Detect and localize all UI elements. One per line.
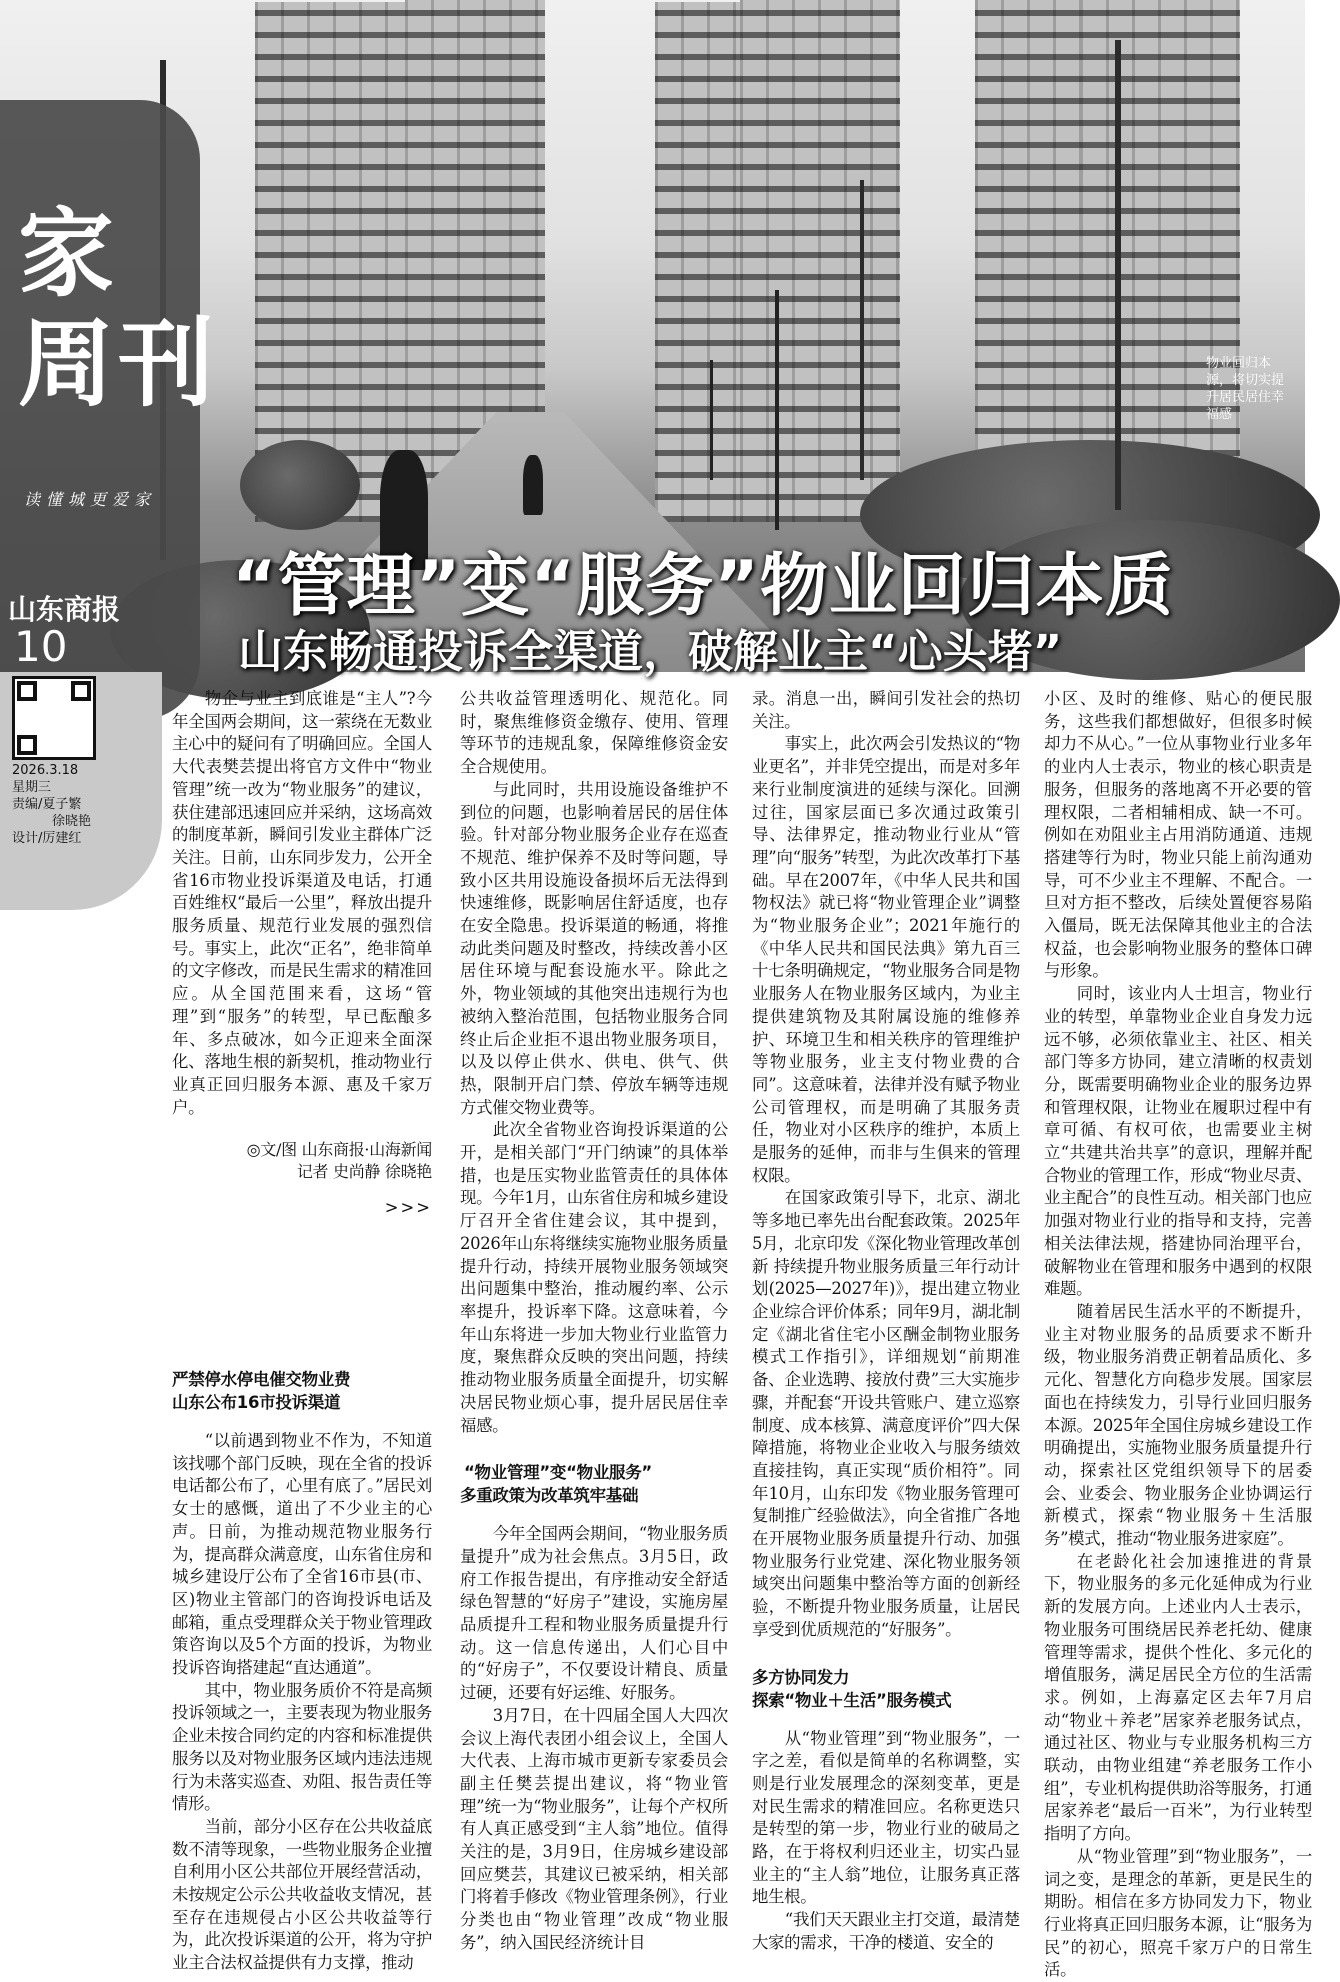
paragraph: 3月7日，在十四届全国人大四次会议上海代表团小组会议上，全国人大代表、上海市城市更新专家委员会副主任樊芸提出建议，将“物业管理”统一为“物业服务”，让每个产权所有人真正感受到“主人翁”地位。值得关注的是，3月9日，住房城乡建设部回应樊芸，其建议已被采纳，相关部门将着手修改《物业管理条例》，行业分类也由“物业管理”改成“物业服务”，纳入国民经济统计目 xyxy=(460,1705,728,1952)
building xyxy=(740,0,900,522)
paragraph: 其中，物业服务质价不符是高频投诉领域之一，主要表现为物业服务企业未按合同约定的内容和标准提供服务以及对物业服务区域内违法违规行为未落实巡查、劝阻、报告责任等情形。 xyxy=(172,1680,432,1814)
shrub xyxy=(240,440,360,530)
column-4 xyxy=(1044,688,1312,1982)
paragraph: “以前遇到物业不作为，不知道该找哪个部门反映，现在全省的投诉电话都公布了，心里有底了。”居民刘女士的感慨，道出了不少业主的心声。日前，为推动规范物业服务行为，提高群众满意度，山东省住房和城乡建设厅公布了全省16市县(市、区)物业主管部门的咨询投诉电话及邮箱，重点受理群众关于物业管理政策咨询以及5个方面的投诉，为物业投诉咨询搭建起“直达通道”。 xyxy=(172,1431,432,1678)
masthead-line2: 周刊 xyxy=(18,308,218,420)
paragraph: 同时，该业内人士坦言，物业行业的转型，单靠物业企业自身发力远远不够，必须依靠业主、社区、相关部门等多方协同，建立清晰的权责划分，既需要明确物业企业的服务边界和管理权限，让物业在履职过程中有章可循、有权可依，也需要业主树立“共建共治共享”的意识，理解并配合物业的管理工作，形成“物业尽责、业主配合”的良性互动。相关部门也应加强对物业行业的指导和支持，完善相关法律法规，搭建协同治理平台，破解物业在管理和服务中遇到的权限难题。 xyxy=(1044,984,1312,1299)
designer: 设计/厉建红 xyxy=(12,831,82,846)
section-heading-1b: 山东公布16市投诉渠道 xyxy=(172,1393,341,1412)
issue-meta xyxy=(12,762,160,847)
paragraph: 在老龄化社会加速推进的背景下，物业服务的多元化延伸成为行业新的发展方向。上述业内人士表示，物业服务可围绕居民养老托幼、健康管理等需求，提供个性化、多元化的增值服务，满足居民全方位的生活需求。例如，上海嘉定区去年7月启动“物业＋养老”居家养老服务试点，通过社区、物业与专业服务机构三方联动，由物业组建“养老服务工作小组”，专业机构提供助浴等服务，打通居家养老“最后一百米”，为行业转型指明了方向。 xyxy=(1044,1551,1312,1844)
column-1a xyxy=(172,688,432,1220)
lead-paragraph: 物企与业主到底谁是“主人”?今年全国两会期间，这一萦绕在无数业主心中的疑问有了明确回应。全国人大代表樊芸提出将官方文件中“物业管理”统一改为“物业服务”的建议，获住建部迅速回应并采纳，这场高效的制度革新，瞬间引发业主群体广泛关注。日前，山东同步发力，公开全省16市物业投诉渠道及电话，打通百姓维权“最后一公里”，释放出提升服务质量、规范行业发展的强烈信号。事实上，此次“正名”，绝非简单的文字修改，而是民生需求的精准回应。从全国范围来看，这场“管理”到“服务”的转型，早已酝酿多年、多点破冰，如今正迎来全面深化、落地生根的新契机，推动物业行业真正回归服务本源、惠及千家万户。 xyxy=(172,689,432,1117)
qr-finder xyxy=(17,735,37,755)
paragraph: 与此同时，共用设施设备维护不到位的问题，也影响着居民的居住体验。针对部分物业服务企业存在巡查不规范、维护保养不及时等问题，导致小区共用设施设备损坏后无法得到快速维修，既影响居住舒适度，也存在安全隐患。投诉渠道的畅通，将推动此类问题及时整改，持续改善小区居住环境与配套设施水平。除此之外，物业领域的其他突出违规行为也被纳入整治范围，包括物业服务合同终止后企业拒不退出物业服务项目，以及以停止供水、供电、供气、供热，限制开启门禁、停放车辆等违规方式催交物业费等。 xyxy=(460,779,728,1117)
masthead-slogan: 读懂城更爱家 xyxy=(24,490,157,509)
paragraph: 随着居民生活水平的不断提升，业主对物业服务的品质要求不断升级，物业服务消费正朝着品质化、多元化、智慧化方向稳步发展。国家层面也在持续发力，引导行业回归服务本源。2025年全国住房城乡建设工作明确提出，实施物业服务质量提升行动，探索社区党组织领导下的居委会、业委会、物业服务企业协调运行新模式，探索“物业服务＋生活服务”模式，推动“物业服务进家庭”。 xyxy=(1044,1301,1312,1549)
paragraph: 录。消息一出，瞬间引发社会的热切关注。 xyxy=(752,689,1020,731)
section-heading-2b: 多重政策为改革筑牢基础 xyxy=(460,1486,639,1506)
person xyxy=(523,455,543,515)
qr-code[interactable] xyxy=(12,676,96,760)
column-3 xyxy=(752,688,1020,1955)
paragraph: 今年全国两会期间，“物业服务质量提升”成为社会焦点。3月5日，政府工作报告提出，有序推动安全舒适绿色智慧的“好房子”建设，实施房屋品质提升工程和物业服务质量提升行动。这一信息传递出，人们心目中的“好房子”，不仅要设计精良、质量过硬，还要有好运维、好服务。 xyxy=(460,1524,728,1703)
paragraph: 公共收益管理透明化、规范化。同时，聚焦维修资金缴存、使用、管理等环节的违规乱象，保障维修资金安全合规使用。 xyxy=(460,689,728,777)
continue-marker: >>> xyxy=(384,1198,432,1218)
paragraph: 此次全省物业咨询投诉渠道的公开，是相关部门“开门纳谏”的具体举措，也是压实物业监管责任的具体体现。今年1月，山东省住房和城乡建设厅召开全省住建会议，其中提到，2026年山东将继续实施物业服务质量提升行动，持续开展物业服务领域突出问题集中整治，推动履约率、公示率提升，投诉率下降。这意味着，今年山东将进一步加大物业行业监管力度，聚焦群众反映的突出问题，持续推动物业服务质量全面提升，切实解决居民物业烦心事，提升居民居住幸福感。 xyxy=(460,1120,728,1435)
qr-finder xyxy=(71,681,91,701)
street-lamp xyxy=(775,290,779,530)
editor: 责编/夏子繁 xyxy=(12,797,82,812)
masthead-line1: 家 xyxy=(18,198,118,310)
reporters: 记者 史尚静 徐晓艳 xyxy=(296,1162,432,1182)
section-heading-3b: 探索“物业＋生活”服务模式 xyxy=(752,1690,952,1710)
byline: ◎文/图 山东商报·山海新闻 xyxy=(246,1140,432,1160)
paragraph: 从“物业管理”到“物业服务”，一词之变，是理念的革新，更是民生的期盼。相信在多方协同发力下，物业行业将真正回归服务本源，让“服务为民”的初心，照亮千家万户的日常生活。 xyxy=(1044,1846,1312,1980)
building xyxy=(655,2,750,522)
headline: “管理”变“服务”物业回归本质 xyxy=(232,547,1174,626)
paragraph: 事实上，此次两会引发热议的“物业更名”，并非凭空提出，而是对多年来行业制度演进的延续与深化。回溯过往，国家层面已多次通过政策引导、法律界定，推动物业行业从“管理”向“服务”转型，为此次改革打下基础。早在2007年，《中华人民共和国物权法》就已将“物业管理企业”调整为“物业服务企业”；2021年施行的《中华人民共和国民法典》第九百三十七条明确规定，“物业服务合同是物业服务人在物业服务区域内，为业主提供建筑物及其附属设施的维修养护、环境卫生和相关秩序的管理维护等物业服务，业主支付物业费的合同”。这意味着，法律并没有赋予物业公司管理权，而是明确了其服务责任，物业对小区秩序的维护，本质上是服务的延伸，而非与生俱来的管理权限。 xyxy=(752,734,1020,1185)
section-heading-1a: 严禁停水停电催交物业费 xyxy=(172,1370,351,1389)
paragraph: “我们天天跟业主打交道，最清楚大家的需求，干净的楼道、安全的 xyxy=(752,1910,1020,1952)
paragraph: 小区、及时的维修、贴心的便民服务，这些我们都想做好，但很多时候却力不从心。”一位从事物业行业多年的业内人士表示，物业的核心职责是服务，但服务的落地离不开必要的管理权限，二者相辅相成、缺一不可。例如在劝阻业主占用消防通道、违规搭建等行为时，物业只能上前沟通劝导，可不少业主不理解、不配合。一旦对方拒不整改，后续处置便容易陷入僵局，既无法保障其他业主的合法权益，也会影响物业服务的整体口碑与形象。 xyxy=(1044,689,1312,981)
issue-date: 2026.3.18 xyxy=(12,763,79,778)
section-heading-3a: 多方协同发力 xyxy=(752,1667,850,1687)
masthead xyxy=(18,198,218,420)
qr-finder xyxy=(17,681,37,701)
paragraph: 在国家政策引导下，北京、湖北等多地已率先出台配套政策。2025年5月，北京印发《深化物业管理改革创新 持续提升物业服务质量三年行动计划(2025—2027年)》，提出建立物业企业综合评价体系；同年9月，湖北制定《湖北省住宅小区酬金制物业服务模式工作指引》，详细规划“前期准备、企业选聘、接放付费”三大实施步骤，并配套“开设共管账户、建立巡察制度、成本核算、满意度评价”四大保障措施，将物业企业收入与服务绩效直接挂钩，真正实现“质价相符”。同年10月，山东印发《物业服务管理可复制推广经验做法》，向全省推广各地在开展物业服务质量提升行动、加强物业服务行业党建、深化物业服务领域突出问题集中整治等方面的创新经验，不断提升物业服务质量，让居民享受到优质规范的“好服务”。 xyxy=(752,1188,1020,1639)
page-number: 10 xyxy=(14,622,68,671)
paragraph: 从“物业管理”到“物业服务”，一字之差，看似是简单的名称调整，实则是行业发展理念的深刻变革，更是对民生需求的精准回应。名称更迭只是转型的第一步，物业行业的破局之路，在于将权利归还业主，切实凸显业主的“主人翁”地位，让服务真正落地生根。 xyxy=(752,1728,1020,1907)
photo-caption: 物业回归本源，将切实提升居民居住幸福感 xyxy=(1206,356,1285,422)
editor2: 徐晓艳 xyxy=(52,814,92,829)
tree xyxy=(860,180,864,480)
column-1b xyxy=(172,1368,432,1975)
subheadline: 山东畅通投诉全渠道，破解业主“心头堵” xyxy=(238,625,1063,678)
street-lamp xyxy=(710,360,713,480)
column-2 xyxy=(460,688,728,1955)
tree xyxy=(1115,40,1121,510)
paragraph: 当前，部分小区存在公共收益底数不清等现象，一些物业服务企业擅自利用小区公共部位开展经营活动，未按规定公示公共收益收支情况，甚至存在违规侵占小区公共收益等行为，此次投诉渠道的公开，将为守护业主合法权益提供有力支撑，推动 xyxy=(172,1816,432,1973)
newspaper-name: 山东商报 xyxy=(8,593,121,626)
section-heading-2a: “物业管理”变“物业服务” xyxy=(464,1463,652,1483)
issue-weekday: 星期三 xyxy=(12,780,52,795)
